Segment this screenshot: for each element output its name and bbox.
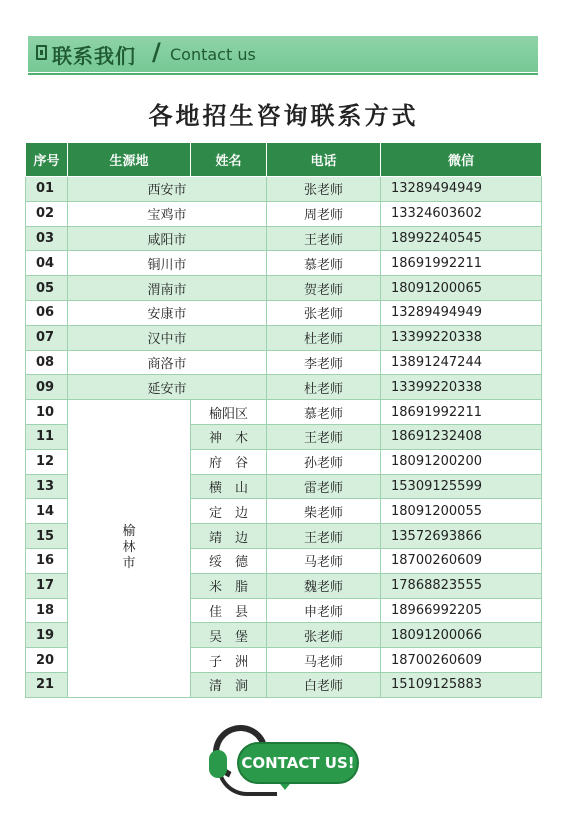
cell-district: 清 涧 bbox=[191, 672, 267, 697]
cell-name: 马老师 bbox=[267, 648, 381, 673]
cell-region: 渭南市 bbox=[68, 276, 267, 301]
cell-district: 绥 德 bbox=[191, 548, 267, 573]
city-yulin-label: 榆林市 bbox=[122, 524, 136, 572]
cell-district: 吴 堡 bbox=[191, 623, 267, 648]
cell-name: 慕老师 bbox=[267, 251, 381, 276]
cell-name: 杜老师 bbox=[267, 375, 381, 400]
cell-phone: 18091200200 bbox=[381, 449, 542, 474]
table-row bbox=[26, 177, 542, 202]
cell-district: 米 脂 bbox=[191, 573, 267, 598]
cell-region: 商洛市 bbox=[68, 350, 267, 375]
cell-phone: 13399220338 bbox=[381, 325, 542, 350]
cell-phone: 18700260609 bbox=[381, 648, 542, 673]
table-row bbox=[26, 350, 542, 375]
cell-phone: 13891247244 bbox=[381, 350, 542, 375]
cell-district: 榆阳区 bbox=[191, 400, 267, 425]
cell-phone: 13324603602 bbox=[381, 201, 542, 226]
cell-seq: 11 bbox=[26, 424, 68, 449]
cell-region: 宝鸡市 bbox=[68, 201, 267, 226]
cell-phone: 15109125883 bbox=[381, 672, 542, 697]
cell-district: 子 洲 bbox=[191, 648, 267, 673]
cell-seq: 06 bbox=[26, 300, 68, 325]
contact-us-button[interactable]: CONTACT US! bbox=[237, 742, 359, 784]
cell-seq: 15 bbox=[26, 524, 68, 549]
cell-phone: 18091200066 bbox=[381, 623, 542, 648]
cell-name: 李老师 bbox=[267, 350, 381, 375]
table-row bbox=[26, 325, 542, 350]
cell-seq: 05 bbox=[26, 276, 68, 301]
cell-phone: 13399220338 bbox=[381, 375, 542, 400]
phone-icon bbox=[36, 45, 47, 60]
table-row bbox=[26, 400, 542, 425]
cell-seq: 04 bbox=[26, 251, 68, 276]
table-row bbox=[26, 201, 542, 226]
cell-phone: 13572693866 bbox=[381, 524, 542, 549]
cell-name: 白老师 bbox=[267, 672, 381, 697]
col-header-region: 生源地 bbox=[68, 143, 191, 177]
table-row bbox=[26, 375, 542, 400]
cell-region: 延安市 bbox=[68, 375, 267, 400]
cell-phone: 18691992211 bbox=[381, 400, 542, 425]
cell-seq: 10 bbox=[26, 400, 68, 425]
table-header-row bbox=[26, 143, 542, 177]
cell-phone: 18091200055 bbox=[381, 499, 542, 524]
contact-table bbox=[25, 142, 542, 698]
cell-phone: 18966992205 bbox=[381, 598, 542, 623]
cell-seq: 12 bbox=[26, 449, 68, 474]
cell-region: 安康市 bbox=[68, 300, 267, 325]
cell-district: 佳 县 bbox=[191, 598, 267, 623]
cell-phone: 18992240545 bbox=[381, 226, 542, 251]
cell-name: 马老师 bbox=[267, 548, 381, 573]
cell-name: 张老师 bbox=[267, 623, 381, 648]
cell-phone: 17868823555 bbox=[381, 573, 542, 598]
cell-seq: 16 bbox=[26, 548, 68, 573]
col-header-phone: 电话 bbox=[267, 143, 381, 177]
cell-seq: 19 bbox=[26, 623, 68, 648]
cell-seq: 07 bbox=[26, 325, 68, 350]
cell-phone: 13289494949 bbox=[381, 300, 542, 325]
col-header-seq: 序号 bbox=[26, 143, 68, 177]
cell-phone: 18691232408 bbox=[381, 424, 542, 449]
cell-district: 定 边 bbox=[191, 499, 267, 524]
cell-district: 横 山 bbox=[191, 474, 267, 499]
contact-us-graphic[interactable] bbox=[205, 720, 365, 805]
header-title-en: Contact us bbox=[170, 45, 256, 64]
header-title-cn: 联系我们 bbox=[52, 44, 136, 68]
cell-name: 雷老师 bbox=[267, 474, 381, 499]
cell-name: 王老师 bbox=[267, 226, 381, 251]
cell-name: 王老师 bbox=[267, 524, 381, 549]
cell-phone: 13289494949 bbox=[381, 177, 542, 202]
headset-earpiece-icon bbox=[209, 750, 227, 778]
cell-seq: 09 bbox=[26, 375, 68, 400]
cell-phone: 18700260609 bbox=[381, 548, 542, 573]
cell-region: 铜川市 bbox=[68, 251, 267, 276]
cell-seq: 01 bbox=[26, 177, 68, 202]
cell-name: 王老师 bbox=[267, 424, 381, 449]
cell-seq: 08 bbox=[26, 350, 68, 375]
cell-name: 杜老师 bbox=[267, 325, 381, 350]
table-body bbox=[26, 177, 542, 698]
cell-name: 张老师 bbox=[267, 300, 381, 325]
cell-name: 孙老师 bbox=[267, 449, 381, 474]
cell-seq: 03 bbox=[26, 226, 68, 251]
cell-name: 申老师 bbox=[267, 598, 381, 623]
cell-region: 咸阳市 bbox=[68, 226, 267, 251]
header-underline bbox=[28, 73, 538, 75]
cell-name: 慕老师 bbox=[267, 400, 381, 425]
cell-phone: 15309125599 bbox=[381, 474, 542, 499]
cell-seq: 02 bbox=[26, 201, 68, 226]
table-row bbox=[26, 251, 542, 276]
cell-name: 魏老师 bbox=[267, 573, 381, 598]
cell-seq: 13 bbox=[26, 474, 68, 499]
col-header-name: 姓名 bbox=[191, 143, 267, 177]
cell-seq: 18 bbox=[26, 598, 68, 623]
cell-name: 周老师 bbox=[267, 201, 381, 226]
cell-name: 张老师 bbox=[267, 177, 381, 202]
header-slash-divider: / bbox=[152, 38, 161, 66]
cell-name: 贺老师 bbox=[267, 276, 381, 301]
cell-phone: 18691992211 bbox=[381, 251, 542, 276]
cell-name: 柴老师 bbox=[267, 499, 381, 524]
col-header-wechat: 微信 bbox=[381, 143, 542, 177]
cell-seq: 14 bbox=[26, 499, 68, 524]
table-row bbox=[26, 300, 542, 325]
cell-region: 汉中市 bbox=[68, 325, 267, 350]
cell-seq: 20 bbox=[26, 648, 68, 673]
table-row bbox=[26, 276, 542, 301]
table-row bbox=[26, 226, 542, 251]
cell-district: 神 木 bbox=[191, 424, 267, 449]
cell-phone: 18091200065 bbox=[381, 276, 542, 301]
cell-district: 靖 边 bbox=[191, 524, 267, 549]
cell-city-yulin bbox=[68, 400, 191, 698]
cell-seq: 17 bbox=[26, 573, 68, 598]
cell-district: 府 谷 bbox=[191, 449, 267, 474]
cell-seq: 21 bbox=[26, 672, 68, 697]
cell-region: 西安市 bbox=[68, 177, 267, 202]
page-title: 各地招生咨询联系方式 bbox=[148, 102, 419, 130]
